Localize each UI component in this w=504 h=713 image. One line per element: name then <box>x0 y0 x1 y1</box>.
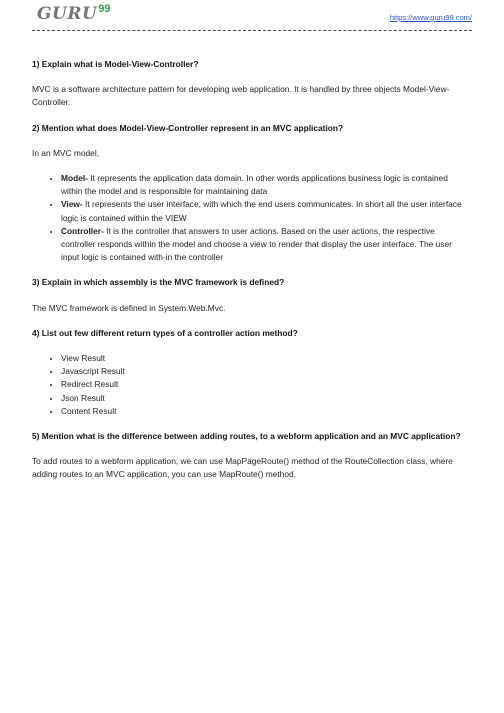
list-item-model <box>61 172 470 198</box>
document-body <box>32 58 470 494</box>
question-4-title: 4) List out few different return types of a controller action method? <box>32 327 298 338</box>
desc-model: It represents the application data domain. In other words applications business logic is contained within the model and is responsible for maintaining data <box>61 173 448 197</box>
term-view: View- <box>61 199 83 210</box>
list-item-view <box>61 198 470 224</box>
desc-view: It represents the user interface, with which the end users communicates. In short all the user interface logic is contained within the VIEW <box>61 199 462 223</box>
mvc-components-list <box>32 172 470 264</box>
question-2-title: 2) Mention what does Model-View-Controller represent in an MVC application? <box>32 122 344 133</box>
list-item: • Redirect Result <box>61 378 470 391</box>
list-item: • Javascript Result <box>61 365 470 378</box>
desc-controller: It is the controller that answers to user actions. Based on the user actions, the respective controller responds within the model and choose a view to render that display the user interface. The user input logic is contained with-in the controller <box>61 225 452 263</box>
answer-5-text: To add routes to a webform application, we can use MapPageRoute() method of the RouteCollection class, where adding routes to an MVC application, you can use MapRoute() method. <box>32 456 453 480</box>
list-item: • View Result <box>61 352 470 365</box>
question-3-title: 3) Explain in which assembly is the MVC framework is defined? <box>32 277 285 288</box>
term-controller: Controller- <box>61 225 104 236</box>
question-5-title: 5) Mention what is the difference between adding routes, to a webform application and an MVC application? <box>32 431 461 442</box>
answer-3-text: The MVC framework is defined in System.Web.Mvc. <box>32 302 226 313</box>
page-header <box>32 0 472 33</box>
question-1-title: 1) Explain what is Model-View-Controller? <box>32 59 199 69</box>
header-divider <box>32 30 472 31</box>
list-item: • Json Result <box>61 392 470 405</box>
answer-1-text: MVC is a software architecture pattern for developing web application. It is handled by three objects Model-View-Controller. <box>32 84 450 108</box>
list-item-controller <box>61 225 470 265</box>
logo-superscript: 99 <box>98 3 111 15</box>
logo-text: GURU <box>37 4 98 24</box>
return-types-list <box>32 352 470 418</box>
term-model: Model- <box>61 173 88 184</box>
answer-2-intro: In an MVC model, <box>32 147 100 158</box>
guru99-logo <box>37 4 111 24</box>
list-item: • Content Result <box>61 405 470 418</box>
site-url-link[interactable]: https://www.guru99.com/ <box>389 13 472 22</box>
